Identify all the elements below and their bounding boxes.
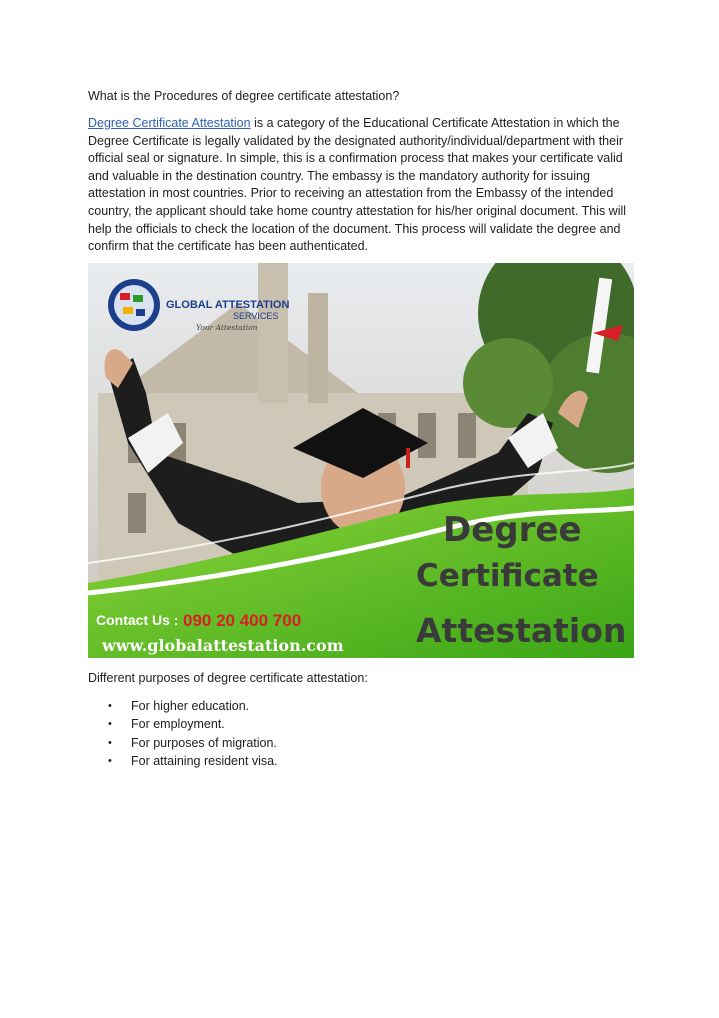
promo-banner <box>88 263 634 658</box>
degree-attestation-link[interactable]: Degree Certificate Attestation <box>88 116 251 130</box>
logo-name: GLOBAL ATTESTATION <box>166 299 290 311</box>
bullet-icon: • <box>108 736 112 749</box>
list-item <box>108 752 278 770</box>
contact-phone: 090 20 400 700 <box>183 611 302 630</box>
list-item <box>108 734 278 752</box>
list-item-text: For employment. <box>131 717 225 732</box>
banner-title-line3: Attestation <box>416 611 627 650</box>
logo-services: SERVICES <box>233 311 279 321</box>
bullet-icon: • <box>108 754 112 767</box>
question-heading: What is the Procedures of degree certificate attestation? <box>88 89 400 103</box>
bullet-icon: • <box>108 718 112 731</box>
list-item <box>108 697 278 715</box>
list-item-text: For purposes of migration. <box>131 735 277 750</box>
contact-label: Contact Us : <box>96 612 179 628</box>
intro-paragraph <box>88 115 636 256</box>
purposes-heading: Different purposes of degree certificate attestation: <box>88 671 368 685</box>
banner-title-line2: Certificate <box>416 558 599 594</box>
intro-body-text: is a category of the Educational Certificate Attestation in which the Degree Certificate is legally validated by the designated authority/individual/department with their official seal or signature. In simple, this is a confirmation process that makes your certificate valid and valuable in the destination country. The embassy is the mandatory authority for issuing attestation in most countries. Prior to receiving an attestation from the Embassy of the intended country, the applicant should take home country attestation for his/her original document. This will help the officials to check the location of the document. This process will validate the degree and confirm that the certificate has been authenticated. <box>88 116 627 254</box>
list-item-text: For higher education. <box>131 699 250 713</box>
website-url: www.globalattestation.com <box>102 636 344 655</box>
list-item <box>108 715 278 733</box>
bullet-icon: • <box>108 700 112 712</box>
logo-tagline: Your Attestation <box>196 323 258 332</box>
list-item-text: For attaining resident visa. <box>131 753 278 768</box>
purposes-list <box>108 697 278 770</box>
banner-title-line1: Degree <box>443 510 582 550</box>
